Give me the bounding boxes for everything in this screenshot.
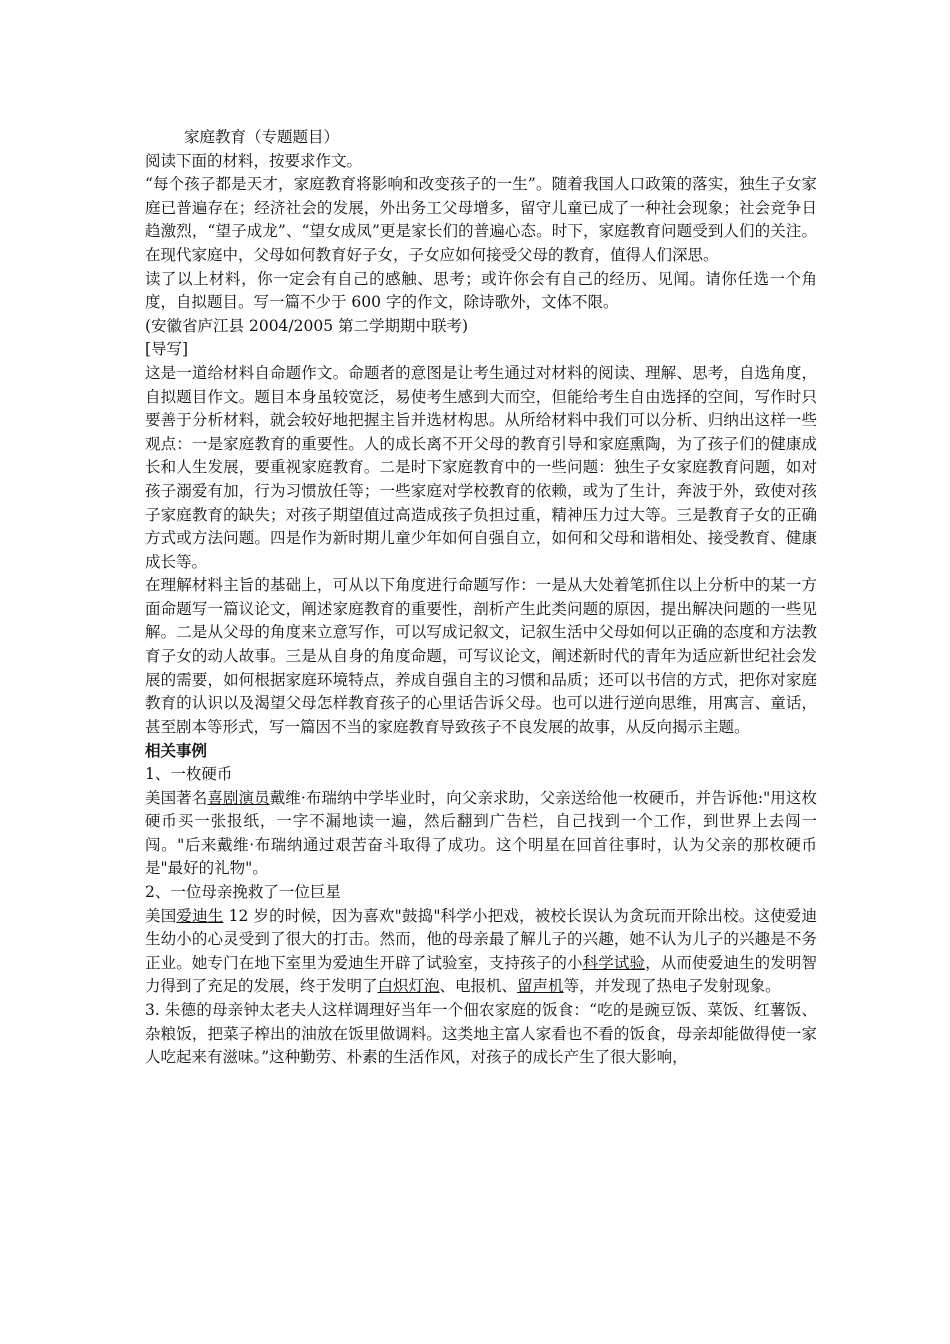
example-2-text-d: 、电报机、 [439, 977, 518, 996]
link-edison[interactable]: 爱迪生 [176, 906, 224, 925]
task-paragraph: 读了以上材料，你一定会有自己的感触、思考；或许你会有自己的经历、见闻。请你任选一个角度，自拟题目。写一篇不少于 600 字的作文，除诗歌外，文体不限。 [145, 269, 817, 312]
example-1-text-a: 美国著名 [145, 788, 208, 807]
document-page [145, 126, 817, 1070]
example-1-text-b: 戴维·布瑞纳中学毕业时，向父亲求助，父亲送给他一枚硬币，并告诉他:"用这枚硬币买一张报纸，一字不漏地读一遍，然后翻到广告栏，自己找到一个工作，到世界上去闯一闯。"后来戴维·布瑞纳通过艰苦奋斗取得了成功。这个明星在回首往事时，认为父亲的那枚硬币是"最好的礼物"。 [145, 788, 817, 878]
example-2-text-c: ，从而使爱迪生的发明智力得到了充足的发展，终于发明了 [145, 953, 817, 996]
link-phonograph[interactable]: 留声机 [517, 977, 564, 996]
examples-heading: 相关事例 [145, 741, 208, 761]
example-2-title: 2、一位母亲挽救了一位巨星 [145, 883, 341, 901]
example-2-text-b: 12 岁的时候，因为喜欢"鼓捣"科学小把戏，被校长误认为贪玩而开除出校。这使爱迪生幼小的心灵受到了很大的打击。然而，他的母亲最了解儿子的兴趣，她不认为儿子的兴趣是不务正业。她专门在地下室里为爱迪生开辟了试验室，支持孩子的小 [145, 906, 817, 972]
guide-paragraph-1: 这是一道给材料自命题作文。命题者的意图是让考生通过对材料的阅读、理解、思考，自选角度，自拟题目作文。题目本身虽较宽泛，易使考生感到大而空，但能给考生自由选择的空间，写作时只要善于分析材料，就会较好地把握主旨并选材构思。从所给材料中我们可以分析、归纳出这样一些观点：一是家庭教育的重要性。人的成长离不开父母的教育引导和家庭熏陶，为了孩子们的健康成长和人生发展，要重视家庭教育。二是时下家庭教育中的一些问题：独生子女家庭教育问题，如对孩子溺爱有加，行为习惯放任等；一些家庭对学校教育的依赖，或为了生计，奔波于外，致使对孩子家庭教育的缺失；对孩子期望值过高造成孩子负担过重，精神压力过大等。三是教育子女的正确方式或方法问题。四是作为新时期儿童少年如何自强自立，如何和父母和谐相处、接受教育、健康成长等。 [145, 363, 817, 571]
example-1-body [145, 787, 817, 881]
source-note: (安徽省庐江县 2004/2005 第二学期期中联考) [145, 316, 469, 335]
document-title: 家庭教育（专题题目） [184, 128, 340, 146]
example-1-title: 1、一枚硬币 [145, 765, 233, 784]
example-2-body [145, 905, 817, 999]
example-3-body: 3. 朱德的母亲钟太老夫人这样调理好当年一个佃农家庭的饭食：“吃的是豌豆饭、菜饭、红薯饭、杂粮饭，把菜子榨出的油放在饭里做调料。这类地主富人家看也不看的饭食，母亲却能做得使一家人吃起来有滋味。”这种勤劳、朴素的生活作风，对孩子的成长产生了很大影响， [145, 1000, 817, 1067]
example-2-text-e: 等，并发现了热电子发射现象。 [563, 977, 781, 996]
guide-paragraph-2: 在理解材料主旨的基础上，可从以下角度进行命题写作：一是从大处着笔抓住以上分析中的某一方面命题写一篇议论文，阐述家庭教育的重要性，剖析产生此类问题的原因，提出解决问题的一些见解。二是从父母的角度来立意写作，可以写成记叙文，记叙生活中父母如何以正确的态度和方法教育子女的动人故事。三是从自身的角度命题，可写议论文，阐述新时代的青年为适应新世纪社会发展的需要，如何根据家庭环境特点，养成自强自主的习惯和品质；还可以书信的方式，把你对家庭教育的认识以及渴望父母怎样教育孩子的心里话告诉父母。也可以进行逆向思维，用寓言、童话，甚至剧本等形式，写一篇因不当的家庭教育导致孩子不良发展的故事，从反向揭示主题。 [145, 576, 817, 736]
example-2-text-a: 美国 [145, 906, 177, 925]
link-comedian[interactable]: 喜剧演员 [207, 788, 270, 807]
instruction-text: 阅读下面的材料，按要求作文。 [145, 151, 363, 170]
material-paragraph: “每个孩子都是天才，家庭教育将影响和改变孩子的一生”。随着我国人口政策的落实，独生子女家庭已普遍存在；经济社会的发展，外出务工父母增多，留守儿童已成了一种社会现象；社会竞争日趋激烈，“望子成龙”、“望女成凤”更是家长们的普遍心态。时下，家庭教育问题受到人们的关注。在现代家庭中，父母如何教育好子女，子女应如何接受父母的教育，值得人们深思。 [145, 175, 817, 264]
guide-label: [导写] [145, 340, 189, 359]
link-incandescent-bulb[interactable]: 白炽灯泡 [377, 977, 440, 996]
link-science-experiment[interactable]: 科学试验 [582, 953, 646, 972]
